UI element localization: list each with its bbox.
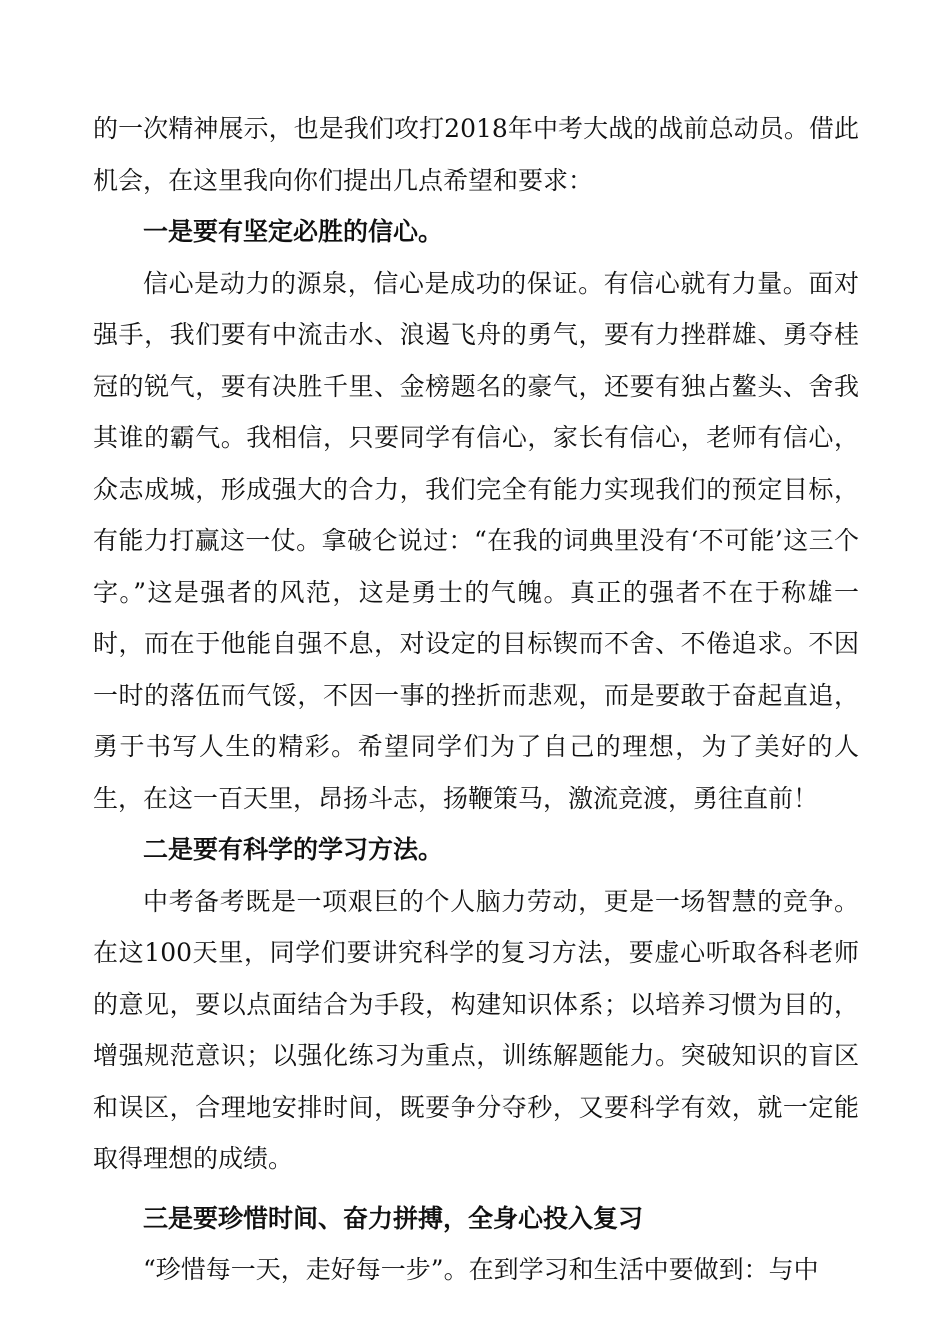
- paragraph-time: “珍惜每一天，走好每一步”。在到学习和生活中要做到：与中: [143, 1255, 819, 1284]
- section-heading-method: 二是要有科学的学习方法。: [143, 835, 444, 864]
- paragraph-intro: 的一次精神展示，也是我们攻打2018年中考大战的战前总动员。借此机会，在这里我向你们提出几点希望和要求：: [93, 114, 859, 195]
- paragraph-method: 中考备考既是一项艰巨的个人脑力劳动，更是一场智慧的竞争。在这100天里，同学们要讲究科学的复习方法，要虚心听取各科老师的意见，要以点面结合为手段，构建知识体系；以培养习惯为目的，增强规范意识；以强化练习为重点，训练解题能力。突破知识的盲区和误区，合理地安排时间，既要争分夺秒，又要科学有效，就一定能取得理想的成绩。: [93, 886, 859, 1173]
- document-body: [93, 103, 859, 1296]
- paragraph-confidence: 信心是动力的源泉，信心是成功的保证。有信心就有力量。面对强手，我们要有中流击水、浪遏飞舟的勇气，要有力挫群雄、勇夺桂冠的锐气，要有决胜千里、金榜题名的豪气，还要有独占鳌头、舍我其谁的霸气。我相信，只要同学有信心，家长有信心，老师有信心，众志成城，形成强大的合力，我们完全有能力实现我们的预定目标，有能力打赢这一仗。拿破仑说过：“在我的词典里没有‘不可能’这三个字。”这是强者的风范，这是勇士的气魄。真正的强者不在于称雄一时，而在于他能自强不息，对设定的目标锲而不舍、不倦追求。不因一时的落伍而气馁，不因一事的挫折而悲观，而是要敢于奋起直追，勇于书写人生的精彩。希望同学们为了自己的理想，为了美好的人生，在这一百天里，昂扬斗志，扬鞭策马，激流竞渡，勇往直前！: [93, 268, 859, 813]
- section-heading-confidence: 一是要有坚定必胜的信心。: [143, 217, 444, 246]
- section-heading-time: 三是要珍惜时间、奋力拼搏，全身心投入复习: [143, 1203, 644, 1233]
